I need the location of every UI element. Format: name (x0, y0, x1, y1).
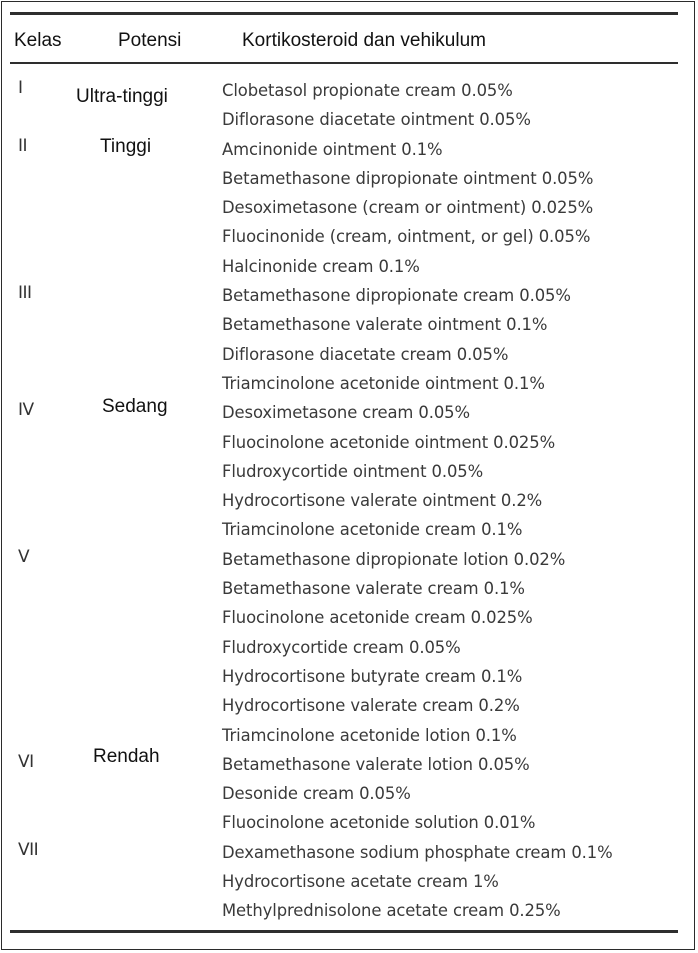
drug-row: Fluocinolone acetonide cream 0.025% (222, 608, 533, 628)
header-kortikosteroid: Kortikosteroid dan vehikulum (242, 30, 486, 51)
class-label: III (18, 283, 32, 303)
potency-label: Ultra-tinggi (76, 86, 168, 107)
potency-label: Rendah (93, 746, 160, 767)
drug-row: Fluocinonide (cream, ointment, or gel) 0.05% (222, 227, 591, 247)
drug-row: Triamcinolone acetonide ointment 0.1% (222, 373, 545, 393)
drug-row: Diflorasone diacetate cream 0.05% (222, 344, 509, 364)
drug-row: Desonide cream 0.05% (222, 784, 411, 804)
drug-row: Triamcinolone acetonide cream 0.1% (222, 520, 523, 540)
drug-row: Triamcinolone acetonide lotion 0.1% (222, 725, 517, 745)
class-label: VII (18, 840, 39, 860)
drug-row: Desoximetasone (cream or ointment) 0.025% (222, 198, 594, 218)
drug-row: Desoximetasone cream 0.05% (222, 403, 470, 423)
drug-row: Betamethasone dipropionate ointment 0.05% (222, 168, 594, 188)
drug-list (222, 76, 613, 926)
drug-row: Halcinonide cream 0.1% (222, 256, 420, 276)
header-kelas: Kelas (14, 30, 62, 51)
bottom-rule (10, 930, 678, 933)
drug-row: Hydrocortisone valerate ointment 0.2% (222, 491, 543, 511)
header-rule (10, 62, 678, 64)
class-label: V (18, 547, 30, 567)
drug-row: Betamethasone valerate ointment 0.1% (222, 315, 548, 335)
potency-label: Tinggi (100, 136, 152, 157)
drug-row: Fludroxycortide cream 0.05% (222, 637, 461, 657)
class-label: II (18, 136, 28, 156)
drug-row: Betamethasone dipropionate cream 0.05% (222, 286, 571, 306)
drug-row: Fludroxycortide ointment 0.05% (222, 461, 484, 481)
drug-row: Hydrocortisone acetate cream 1% (222, 872, 499, 892)
drug-row: Methylprednisolone acetate cream 0.25% (222, 901, 561, 921)
top-rule (10, 12, 678, 15)
class-label: VI (18, 752, 34, 772)
drug-row: Hydrocortisone valerate cream 0.2% (222, 696, 520, 716)
drug-row: Betamethasone dipropionate lotion 0.02% (222, 549, 566, 569)
potency-label: Sedang (102, 396, 168, 417)
header-potensi: Potensi (118, 30, 182, 51)
drug-row: Fluocinolone acetonide solution 0.01% (222, 813, 536, 833)
drug-row: Dexamethasone sodium phosphate cream 0.1% (222, 842, 613, 862)
drug-row: Fluocinolone acetonide ointment 0.025% (222, 432, 556, 452)
drug-row: Clobetasol propionate cream 0.05% (222, 81, 513, 100)
drug-row: Hydrocortisone butyrate cream 0.1% (222, 666, 523, 686)
drug-row: Betamethasone valerate lotion 0.05% (222, 754, 530, 774)
class-label: IV (18, 400, 34, 420)
drug-row: Amcinonide ointment 0.1% (222, 139, 443, 159)
drug-row: Diflorasone diacetate ointment 0.05% (222, 110, 531, 130)
class-label: I (18, 78, 23, 98)
drug-row: Betamethasone valerate cream 0.1% (222, 579, 525, 599)
